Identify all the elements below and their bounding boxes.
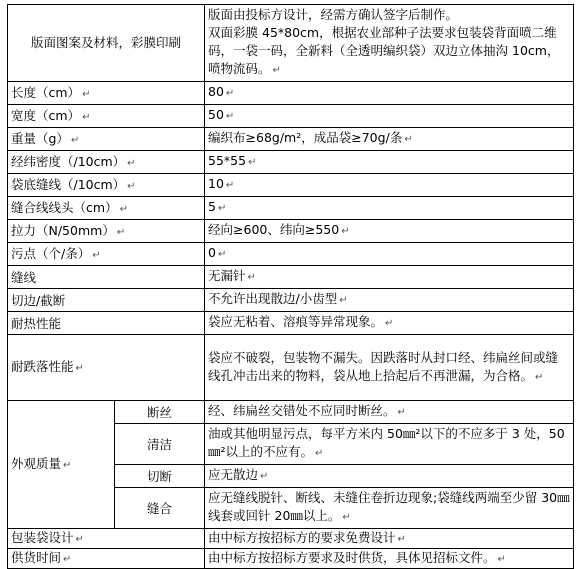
row-label xyxy=(8,243,205,266)
row-value-text: 经向≥600、纬向≥550 xyxy=(208,222,340,237)
row-label-text: 宽度（cm） xyxy=(11,107,81,123)
paragraph-mark: ↵ xyxy=(315,448,324,459)
row-label xyxy=(8,5,205,82)
paragraph-mark: ↵ xyxy=(225,111,235,122)
paragraph-mark: ↵ xyxy=(63,554,72,565)
appearance-value xyxy=(205,401,574,424)
row-label xyxy=(8,105,205,128)
table-row xyxy=(8,82,574,105)
appearance-value-text: 经、纬扁丝交错处不应同时断丝。 xyxy=(208,403,396,418)
row-value-text: 50 xyxy=(208,107,224,122)
paragraph-mark: ↵ xyxy=(342,512,351,523)
paragraph-mark: ↵ xyxy=(92,249,101,261)
paragraph-mark: ↵ xyxy=(127,157,136,169)
row-value xyxy=(205,220,574,243)
row-value xyxy=(205,266,574,289)
table-row xyxy=(8,151,574,174)
row-value xyxy=(205,82,574,105)
row-label xyxy=(8,549,205,569)
table-row xyxy=(8,335,574,401)
row-label xyxy=(8,151,205,174)
row-value-text: 55*55 xyxy=(208,153,247,168)
paragraph-mark: ↵ xyxy=(397,407,406,418)
row-label-text: 供货时间 xyxy=(11,550,62,565)
row-value xyxy=(205,243,574,266)
paragraph-mark: ↵ xyxy=(535,371,544,383)
appearance-sub-label-text: 缝合 xyxy=(147,500,173,516)
table-row xyxy=(8,266,574,289)
paragraph-mark: ↵ xyxy=(247,272,256,283)
paragraph-mark: ↵ xyxy=(225,88,235,99)
row-value xyxy=(205,128,574,151)
paragraph-mark: ↵ xyxy=(385,318,394,329)
appearance-value-text: 应无散边 xyxy=(208,467,259,482)
appearance-label xyxy=(8,401,115,529)
row-label-text: 经纬密度（/10cm） xyxy=(11,153,126,169)
row-label xyxy=(8,174,205,197)
row-label-text: 包装袋设计 xyxy=(11,530,74,545)
row-value-text: 无漏针 xyxy=(208,268,246,283)
appearance-sub-label-text: 切断 xyxy=(147,468,173,484)
paragraph-mark: ↵ xyxy=(70,134,80,146)
paragraph-mark: ↵ xyxy=(225,180,235,191)
appearance-sub-label xyxy=(115,465,205,488)
row-label xyxy=(8,82,205,105)
row-label xyxy=(8,529,205,549)
table-row xyxy=(8,197,574,220)
row-value-text: 由中标方按招标方的要求免费设计 xyxy=(208,530,396,545)
appearance-sub-label xyxy=(115,401,205,424)
appearance-sub-label-text: 断丝 xyxy=(147,404,173,420)
row-value-text: 10 xyxy=(208,176,224,191)
row-label-text: 耐热性能 xyxy=(11,315,62,331)
row-label xyxy=(8,128,205,151)
row-value-text: 袋应无粘着、溶痕等异常现象。 xyxy=(208,314,384,329)
table-row xyxy=(8,312,574,335)
row-label xyxy=(8,266,205,289)
row-label xyxy=(8,197,205,220)
paragraph-mark: ↵ xyxy=(397,534,406,545)
paragraph-mark: ↵ xyxy=(248,157,257,168)
paragraph-mark: ↵ xyxy=(75,362,84,374)
table-row xyxy=(8,128,574,151)
paragraph-mark: ↵ xyxy=(404,134,413,145)
row-value-text: 袋应不破裂，包装物不漏失。因跌落时从封口经、纬扁丝间或缝线孔冲击出来的物料，袋从地上拾起后不再泄漏，为合格。 xyxy=(208,349,559,383)
row-label-text: 缝线 xyxy=(11,269,37,285)
paragraph-mark: ↵ xyxy=(497,554,506,565)
row-label xyxy=(8,220,205,243)
row-value-text: 版面由投标方设计，经需方确认签字后制作。 双面彩膜 45*80cm，根据农业部种子法要求包装袋背面喷二维码，一袋一码，全新料（全透明编织袋）双边立体抽沟 10cm，喷物流码。 xyxy=(208,7,560,76)
paragraph-mark: ↵ xyxy=(260,471,269,482)
appearance-value xyxy=(205,465,574,488)
row-label xyxy=(8,335,205,401)
row-label-text: 拉力（N/50mm） xyxy=(11,222,115,238)
row-label-text: 长度（cm） xyxy=(11,84,81,100)
table-row xyxy=(8,243,574,266)
paragraph-mark: ↵ xyxy=(217,249,227,260)
row-label-text: 切边/截断 xyxy=(11,292,66,308)
row-value xyxy=(205,105,574,128)
appearance-value xyxy=(205,424,574,465)
row-label xyxy=(8,289,205,312)
paragraph-mark: ↵ xyxy=(272,65,281,76)
appearance-label-text: 外观质量 xyxy=(11,456,62,471)
table-row xyxy=(8,220,574,243)
row-value xyxy=(205,5,574,82)
paragraph-mark: ↵ xyxy=(217,203,227,214)
paragraph-mark: ↵ xyxy=(341,226,350,237)
row-value-text: 5 xyxy=(208,199,216,214)
paragraph-mark: ↵ xyxy=(127,180,136,192)
spec-table xyxy=(7,4,574,569)
row-value-text: 不允许出现散边/小齿型 xyxy=(208,291,338,306)
table-row xyxy=(8,105,574,128)
paragraph-mark: ↵ xyxy=(339,295,348,306)
row-label-text: 重量（g） xyxy=(11,130,69,146)
row-label-text: 版面图案及材料，彩膜印刷 xyxy=(31,35,182,50)
row-value-text: 编织布≥68g/m²，成品袋≥70g/条 xyxy=(208,130,403,145)
appearance-sub-label-text: 清洁 xyxy=(147,436,173,452)
table-row xyxy=(8,529,574,549)
paragraph-mark: ↵ xyxy=(119,203,128,215)
row-value-text: 由中标方按招标方要求及时供货，具体见招标文件。 xyxy=(208,550,496,565)
paragraph-mark: ↵ xyxy=(63,460,72,471)
table-row xyxy=(8,289,574,312)
table-row xyxy=(8,401,574,424)
row-label-text: 袋底缝线（/10cm） xyxy=(11,176,126,192)
table-row xyxy=(8,5,574,82)
appearance-sub-label xyxy=(115,488,205,529)
row-value xyxy=(205,549,574,569)
row-value xyxy=(205,174,574,197)
appearance-sub-label xyxy=(115,424,205,465)
row-label-text: 缝合线线头（cm） xyxy=(11,199,118,215)
row-value xyxy=(205,289,574,312)
appearance-value-text: 油或其他明显污点，每平方米内 50㎜²以下的不应多于 3 处，50㎜²以上的不应有。 xyxy=(208,426,565,459)
row-value xyxy=(205,335,574,401)
row-value xyxy=(205,529,574,549)
paragraph-mark: ↵ xyxy=(75,534,84,545)
row-value-text: 0 xyxy=(208,245,216,260)
row-value xyxy=(205,151,574,174)
row-label-text: 耐跌落性能 xyxy=(11,358,74,374)
paragraph-mark: ↵ xyxy=(116,226,126,238)
appearance-value-text: 应无缝线脱针、断线、未缝住卷折边现象;袋缝线两端至少留 30㎜线套或回针 20㎜以上。 xyxy=(208,490,570,523)
row-value-text: 80 xyxy=(208,84,224,99)
row-label xyxy=(8,312,205,335)
appearance-value xyxy=(205,488,574,529)
table-row xyxy=(8,549,574,569)
row-value xyxy=(205,197,574,220)
table-row xyxy=(8,174,574,197)
paragraph-mark: ↵ xyxy=(82,111,91,123)
row-value xyxy=(205,312,574,335)
row-label-text: 污点（个/条） xyxy=(11,245,91,261)
paragraph-mark: ↵ xyxy=(82,88,91,100)
